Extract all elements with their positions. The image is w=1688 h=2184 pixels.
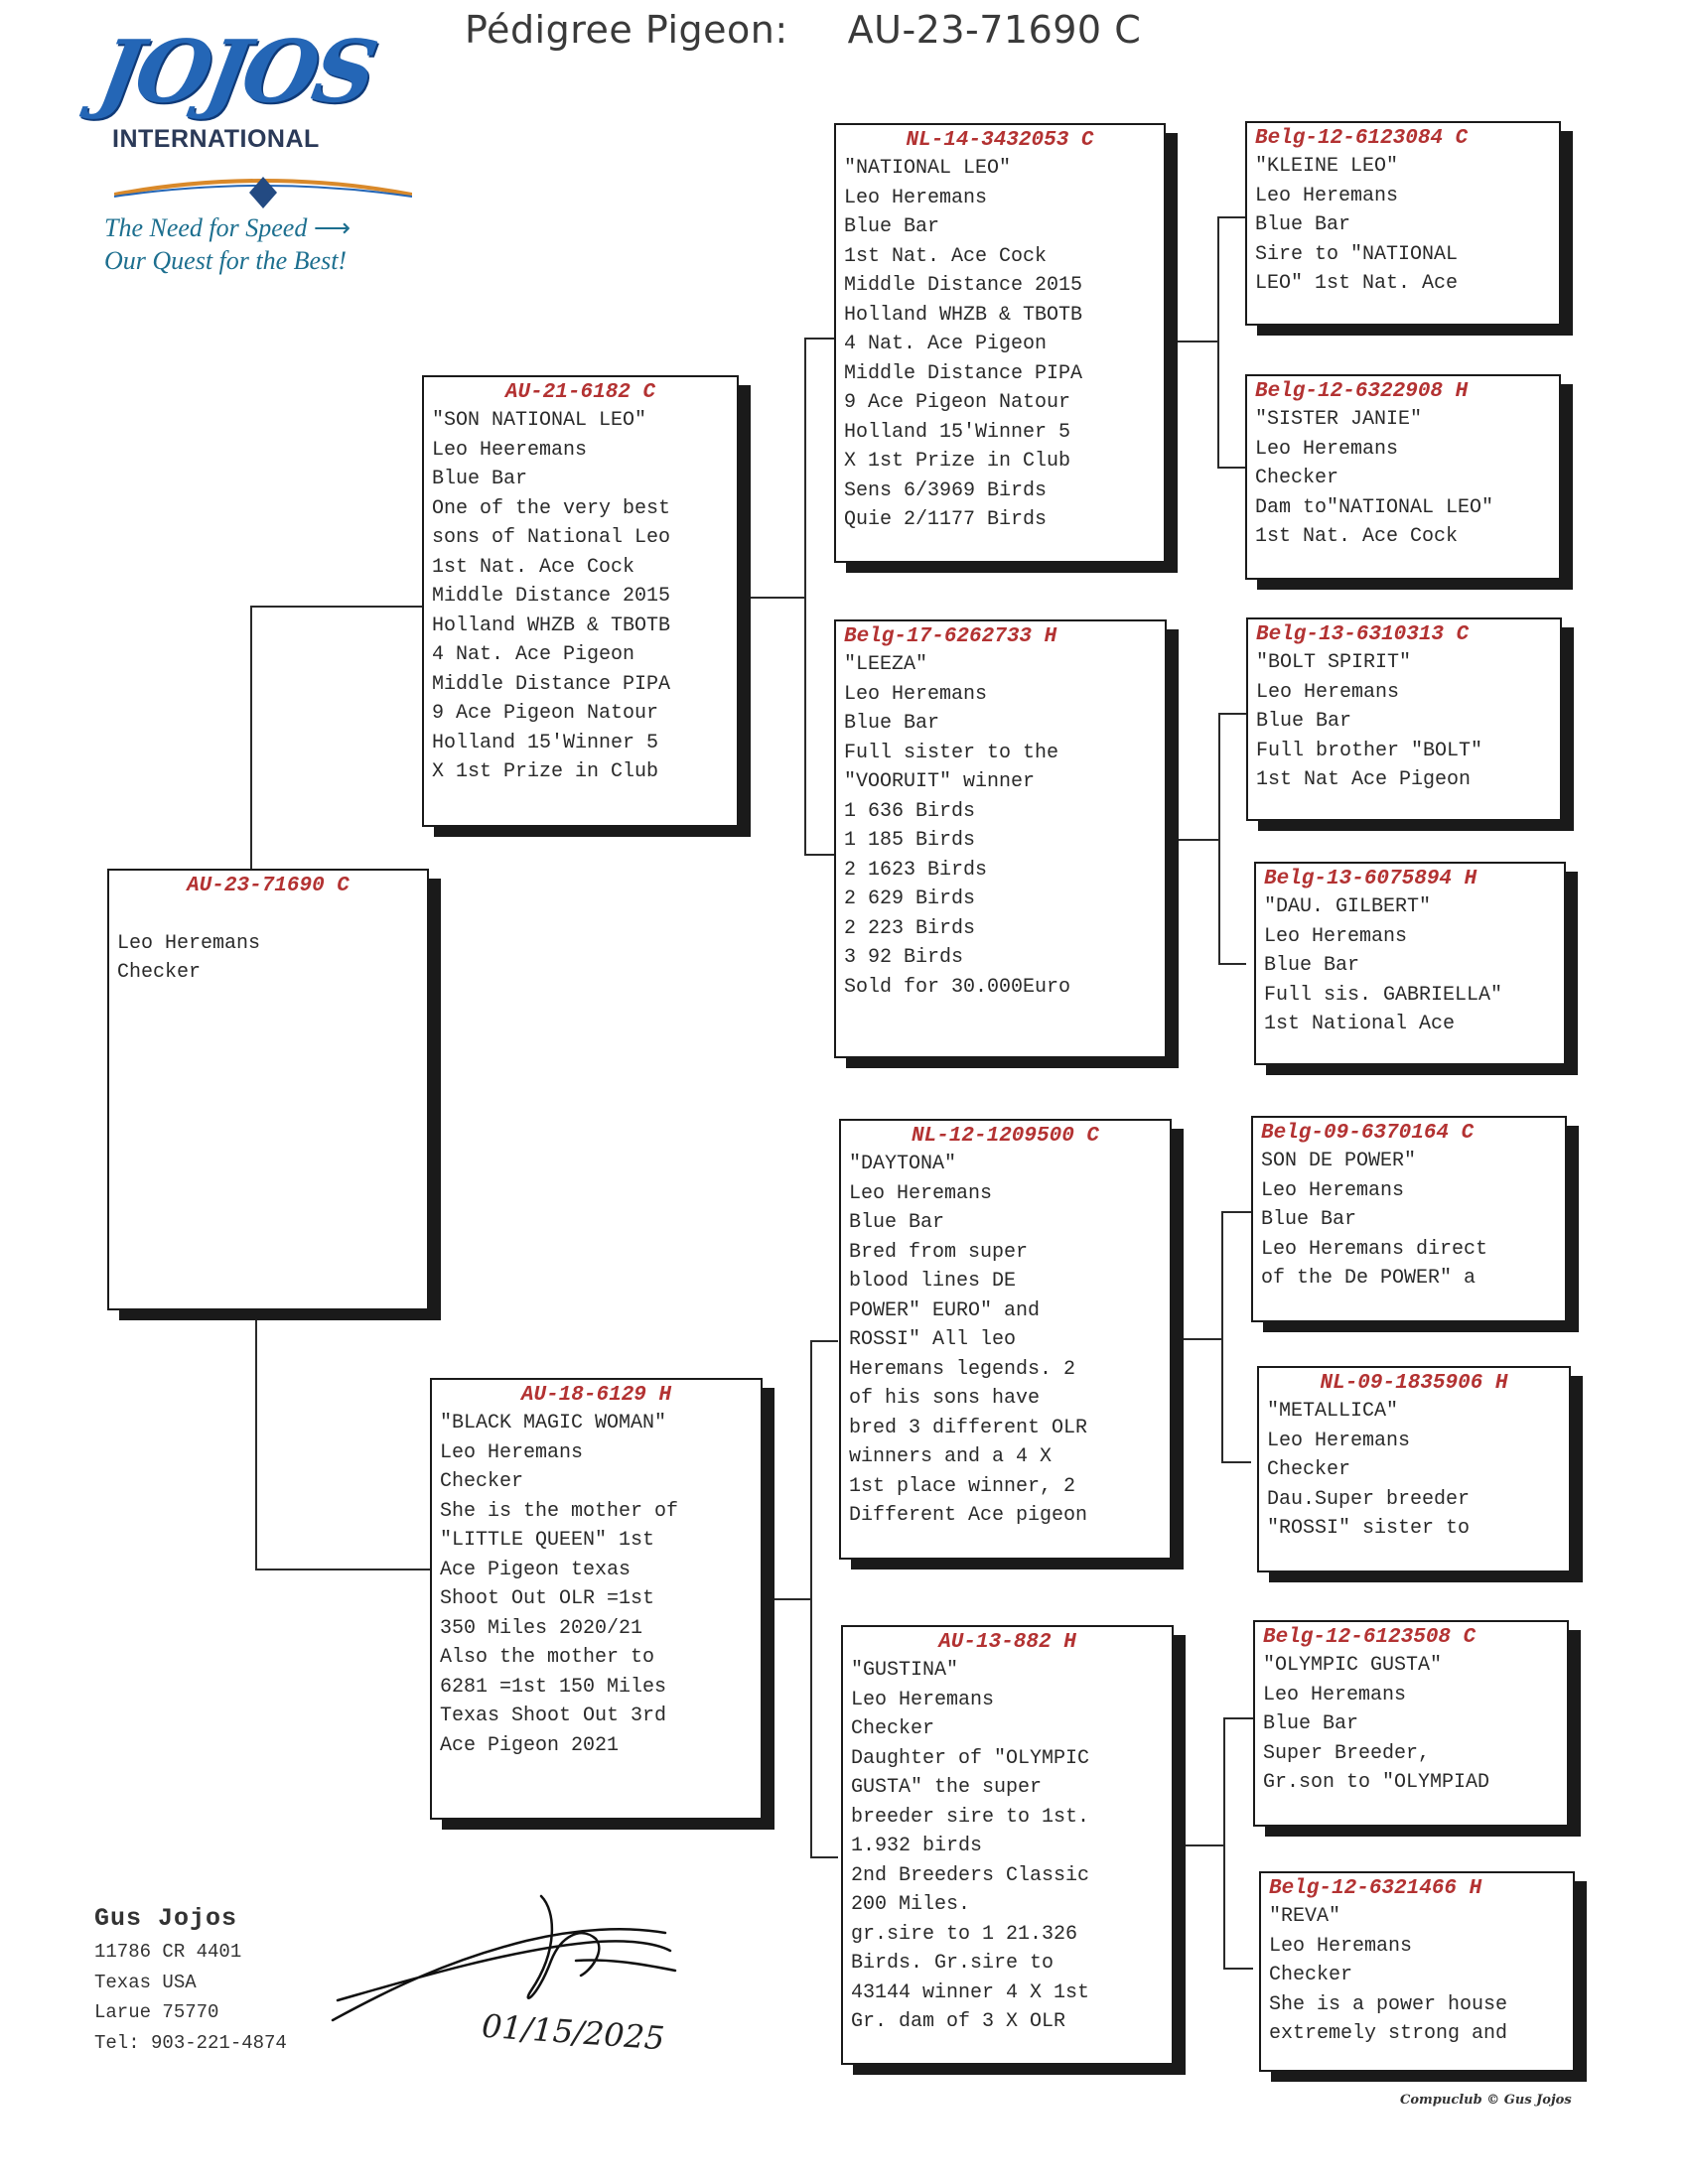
ring-number: Belg-13-6310313 C [1256, 623, 1470, 646]
connector [1217, 216, 1219, 467]
pigeon-info-line: Blue Bar [1261, 1208, 1357, 1231]
pigeon-info-line: Daughter of "OLYMPIC [851, 1746, 1090, 1770]
ring-number: AU-21-6182 C [504, 381, 656, 404]
pigeon-info-line: ROSSI" All leo [849, 1328, 1017, 1351]
ring-number: AU-18-6129 H [520, 1384, 672, 1407]
pigeon-info-line: Ace Pigeon texas [440, 1558, 632, 1581]
connector [1218, 713, 1220, 963]
owner-phone: Tel: 903-221-4874 [94, 2031, 287, 2054]
pigeon-dam-sire-dam[interactable] [1257, 1366, 1571, 1572]
pigeon-info-line: Bred from super [849, 1240, 1029, 1264]
pigeon-info-line: Holland 15'Winner 5 [844, 420, 1071, 444]
pigeon-info-line: Ace Pigeon 2021 [440, 1733, 620, 1757]
connector [1217, 216, 1245, 218]
pigeon-info-line: Sens 6/3969 Birds [844, 478, 1048, 502]
pigeon-name: SON DE POWER" [1261, 1150, 1417, 1172]
pigeon-info-line: Leo Heeremans [432, 438, 588, 462]
pigeon-info-line: Blue Bar [844, 712, 940, 735]
pigeon-info-line: Dam to"NATIONAL LEO" [1255, 495, 1494, 519]
pigeon-name: "SISTER JANIE" [1255, 408, 1423, 431]
pigeon-info-line: 1.932 birds [851, 1835, 983, 1857]
pedigree-label: Pédigree Pigeon: [465, 8, 788, 52]
ring-number: Belg-09-6370164 C [1261, 1122, 1475, 1145]
pigeon-info-line: Sire to "NATIONAL [1255, 242, 1459, 266]
owner-address-1: 11786 CR 4401 [94, 1941, 242, 1963]
connector [810, 1340, 838, 1342]
connector [763, 1598, 810, 1600]
pigeon-info-line: Leo Heremans [849, 1181, 993, 1205]
pigeon-info-line: Full brother "BOLT" [1256, 739, 1483, 762]
pigeon-dam-dam-sire[interactable] [1253, 1620, 1569, 1827]
pigeon-sire-sire-sire[interactable] [1245, 121, 1561, 326]
pigeon-name: "NATIONAL LEO" [844, 157, 1012, 180]
pigeon-info-line: Leo Heremans [117, 931, 261, 955]
pigeon-info-line: "VOORUIT" winner [844, 770, 1036, 793]
pigeon-info-line: She is a power house [1269, 1992, 1508, 2016]
pigeon-info-line: "LITTLE QUEEN" 1st [440, 1529, 655, 1552]
header-ring-number: AU-23-71690 C [847, 8, 1142, 52]
pigeon-info-line: 1st Nat. Ace Cock [1255, 525, 1459, 548]
pigeon-sire-dam-sire[interactable] [1246, 617, 1562, 821]
pigeon-info-line: Checker [1255, 467, 1339, 489]
pigeon-info-line: extremely strong and [1269, 2022, 1508, 2045]
connector [804, 338, 806, 854]
owner-address-2: Texas USA [94, 1971, 197, 1993]
pigeon-info-line: Checker [1267, 1458, 1351, 1481]
pigeon-info-line: Dau.Super breeder [1267, 1487, 1471, 1511]
pigeon-info-line: Leo Heremans [1261, 1178, 1405, 1202]
connector [1221, 1211, 1223, 1461]
signature-date: 01/15/2025 [480, 2006, 666, 2058]
connector [1174, 1844, 1223, 1846]
pigeon-info-line: LEO" 1st Nat. Ace [1255, 272, 1459, 295]
connector [1218, 713, 1246, 715]
jojos-logo [91, 22, 412, 298]
connector [810, 1340, 812, 1856]
owner-block [94, 1904, 287, 2058]
pigeon-subject[interactable] [107, 869, 429, 1310]
pigeon-info-line: Middle Distance PIPA [432, 672, 671, 696]
pigeon-info-line: Leo Heremans [844, 682, 988, 706]
pigeon-sire[interactable] [422, 375, 739, 827]
pigeon-info-line: 3 92 Birds [844, 946, 964, 969]
pigeon-info-line: Leo Heremans [1255, 437, 1399, 461]
pigeon-info-line: Checker [851, 1717, 935, 1740]
owner-address-3: Larue 75770 [94, 2001, 219, 2023]
connector [1167, 839, 1218, 841]
ring-number: Belg-12-6322908 H [1255, 380, 1469, 403]
connector [1223, 1968, 1253, 1970]
pigeon-info-line: breeder sire to 1st. [851, 1805, 1090, 1829]
pigeon-info-line: 6281 =1st 150 Miles [440, 1675, 667, 1699]
connector [804, 854, 834, 856]
pigeon-info-line: Sold for 30.000Euro [844, 975, 1071, 999]
pigeon-name: "REVA" [1269, 1905, 1341, 1928]
logo-brand: JOJOS [91, 22, 381, 122]
pigeon-info-line: Birds. Gr.sire to [851, 1952, 1055, 1975]
pigeon-info-line: Full sis. GABRIELLA" [1264, 983, 1503, 1007]
pigeon-name: "DAYTONA" [849, 1153, 957, 1175]
pigeon-name: "SON NATIONAL LEO" [432, 409, 647, 432]
pigeon-name: "OLYMPIC GUSTA" [1263, 1654, 1443, 1677]
pigeon-info-line: of his sons have [849, 1387, 1041, 1410]
pigeon-info-line: Blue Bar [849, 1211, 945, 1234]
pigeon-name: "BLACK MAGIC WOMAN" [440, 1412, 667, 1434]
pigeon-name: "KLEINE LEO" [1255, 155, 1399, 178]
pigeon-info-line: 4 Nat. Ace Pigeon [844, 333, 1048, 355]
pigeon-info-line: Blue Bar [1255, 213, 1351, 236]
logo-tagline-2: Our Quest for the Best! [104, 246, 348, 275]
pigeon-dam[interactable] [430, 1378, 763, 1820]
pigeon-sire-sire[interactable] [834, 123, 1166, 563]
pigeon-info-line: She is the mother of [440, 1499, 679, 1523]
ring-number: NL-14-3432053 C [906, 129, 1094, 152]
page-title [465, 8, 1141, 52]
pigeon-info-line: gr.sire to 1 21.326 [851, 1922, 1078, 1946]
pigeon-info-line: of the De POWER" a [1261, 1267, 1477, 1290]
pigeon-info-line: Leo Heremans [1269, 1934, 1413, 1958]
pigeon-info-line: 2 629 Birds [844, 887, 976, 910]
ring-number: Belg-17-6262733 H [844, 625, 1057, 648]
connector [1223, 1717, 1253, 1719]
pigeon-info-line: Middle Distance 2015 [432, 585, 671, 608]
pigeon-info-line: Holland WHZB & TBOTB [432, 614, 671, 637]
pigeon-info-line: Leo Heremans [440, 1440, 584, 1464]
pigeon-dam-sire[interactable] [839, 1119, 1172, 1560]
pigeon-info-line: 200 Miles. [851, 1893, 971, 1916]
pigeon-info-line: Heremans legends. 2 [849, 1357, 1076, 1381]
pigeon-info-line: 1 636 Birds [844, 799, 976, 823]
ring-number: AU-13-882 H [938, 1631, 1076, 1654]
pigeon-info-line: Leo Heremans [851, 1688, 995, 1711]
pigeon-info-line: Super Breeder, [1263, 1741, 1431, 1765]
pigeon-info-line: Leo Heremans [1267, 1429, 1411, 1452]
pigeon-info-line: Leo Heremans [1263, 1683, 1407, 1706]
pigeon-info-line: GUSTA" the super [851, 1776, 1043, 1799]
pigeon-info-line: Holland WHZB & TBOTB [844, 303, 1083, 327]
pigeon-info-line: 1st place winner, 2 [849, 1474, 1076, 1498]
pigeon-dam-dam[interactable] [841, 1625, 1174, 2065]
pigeon-info-line: Holland 15'Winner 5 [432, 731, 659, 754]
pigeon-info-line: Leo Heremans [1264, 924, 1408, 948]
connector [1217, 467, 1245, 469]
pigeon-info-line: POWER" EURO" and [849, 1298, 1041, 1322]
ring-number: Belg-13-6075894 H [1264, 868, 1477, 890]
pigeon-info-line: X 1st Prize in Club [432, 760, 659, 783]
pigeon-info-line: One of the very best [432, 496, 671, 520]
pigeon-info-line: Middle Distance 2015 [844, 274, 1083, 297]
pigeon-info-line: 1st Nat Ace Pigeon [1256, 768, 1472, 791]
pigeon-info-line: 1st Nat. Ace Cock [432, 555, 635, 579]
pigeon-info-line: Middle Distance PIPA [844, 361, 1083, 385]
pigeon-info-line: 2 1623 Birds [844, 858, 988, 882]
pigeon-info-line: sons of National Leo [432, 526, 671, 549]
ring-number: Belg-12-6321466 H [1269, 1877, 1482, 1900]
pigeon-info-line: Blue Bar [844, 215, 940, 238]
pigeon-info-line: Texas Shoot Out 3rd [440, 1705, 667, 1727]
connector [1166, 341, 1217, 342]
ring-number: NL-12-1209500 C [911, 1125, 1100, 1148]
pigeon-info-line: Blue Bar [432, 468, 528, 490]
pigeon-info-line: Quie 2/1177 Birds [844, 508, 1048, 531]
pigeon-info-line: blood lines DE [849, 1270, 1017, 1293]
pigeon-info-line: 350 Miles 2020/21 [440, 1616, 643, 1640]
ring-number: AU-23-71690 C [187, 875, 350, 897]
owner-name: Gus Jojos [94, 1904, 238, 1933]
pigeon-info-line: Gr. dam of 3 X OLR [851, 2010, 1066, 2033]
pigeon-info-line: Also the mother to [440, 1646, 655, 1669]
pigeon-info-line: Checker [440, 1470, 524, 1493]
copyright: Compuclub © Gus Jojos [1400, 2093, 1572, 2108]
connector [1172, 1338, 1221, 1340]
pigeon-info-line: Different Ace pigeon [849, 1504, 1088, 1527]
pigeon-info-line: Full sister to the [844, 741, 1059, 764]
connector [250, 606, 429, 608]
pigeon-name [117, 899, 419, 929]
pigeon-info-line: Blue Bar [1256, 710, 1352, 733]
pigeon-info-line: "ROSSI" sister to [1267, 1517, 1471, 1540]
pigeon-info-line: Leo Heremans [1255, 184, 1399, 207]
pigeon-info-line: Blue Bar [1264, 954, 1360, 977]
pigeon-info-line: Blue Bar [1263, 1712, 1359, 1735]
connector [1218, 963, 1246, 965]
pigeon-sire-dam[interactable] [834, 619, 1167, 1058]
ring-number: Belg-12-6123508 C [1263, 1626, 1477, 1649]
pigeon-name: "DAU. GILBERT" [1264, 895, 1432, 918]
pigeon-info-line: Leo Heremans [1256, 680, 1400, 704]
pigeon-dam-sire-sire[interactable] [1251, 1116, 1567, 1322]
pigeon-info-line: 1st Nat. Ace Cock [844, 244, 1048, 268]
pigeon-name: "LEEZA" [844, 653, 928, 676]
connector [1223, 1717, 1225, 1968]
connector [255, 1569, 430, 1570]
pigeon-info-line: bred 3 different OLR [849, 1416, 1088, 1439]
connector [255, 1320, 257, 1569]
logo-tagline-1: The Need for Speed ⟶ [104, 213, 352, 242]
pigeon-info-line: 4 Nat. Ace Pigeon [432, 643, 635, 666]
pigeon-name: "GUSTINA" [851, 1659, 959, 1682]
pigeon-info-line: Checker [1269, 1964, 1353, 1986]
ring-number: NL-09-1835906 H [1320, 1372, 1508, 1395]
pigeon-info-line: Gr.son to "OLYMPIAD [1263, 1771, 1490, 1794]
pigeon-info-line: Leo Heremans direct [1261, 1237, 1488, 1261]
pigeon-info-line: 2nd Breeders Classic [851, 1863, 1090, 1887]
pigeon-info-line: 1st National Ace [1264, 1013, 1456, 1035]
connector [1221, 1211, 1251, 1213]
connector [250, 606, 252, 869]
ring-number: Belg-12-6123084 C [1255, 127, 1469, 150]
pigeon-info-line: 9 Ace Pigeon Natour [844, 391, 1071, 414]
pigeon-info-line: Shoot Out OLR =1st [440, 1587, 655, 1610]
pigeon-info-line: 43144 winner 4 X 1st [851, 1980, 1090, 2004]
pigeon-info-line: winners and a 4 X [849, 1445, 1053, 1468]
connector [1221, 1461, 1251, 1463]
pigeon-info-line: 9 Ace Pigeon Natour [432, 702, 659, 725]
pigeon-name: "BOLT SPIRIT" [1256, 651, 1412, 674]
logo-subtitle: INTERNATIONAL [112, 125, 320, 153]
pigeon-name: "METALLICA" [1267, 1400, 1399, 1423]
pigeon-info-line: X 1st Prize in Club [844, 450, 1071, 473]
pigeon-sire-sire-dam[interactable] [1245, 374, 1561, 580]
pigeon-info-line: 1 185 Birds [844, 829, 976, 852]
connector [804, 338, 834, 340]
pigeon-info-line: 2 223 Birds [844, 916, 976, 940]
pigeon-sire-dam-dam[interactable] [1254, 862, 1566, 1065]
pigeon-dam-dam-dam[interactable] [1259, 1871, 1575, 2072]
pigeon-info-line: Checker [117, 961, 202, 984]
connector [810, 1856, 838, 1858]
pigeon-info-line: Leo Heremans [844, 186, 988, 209]
connector [739, 597, 804, 599]
